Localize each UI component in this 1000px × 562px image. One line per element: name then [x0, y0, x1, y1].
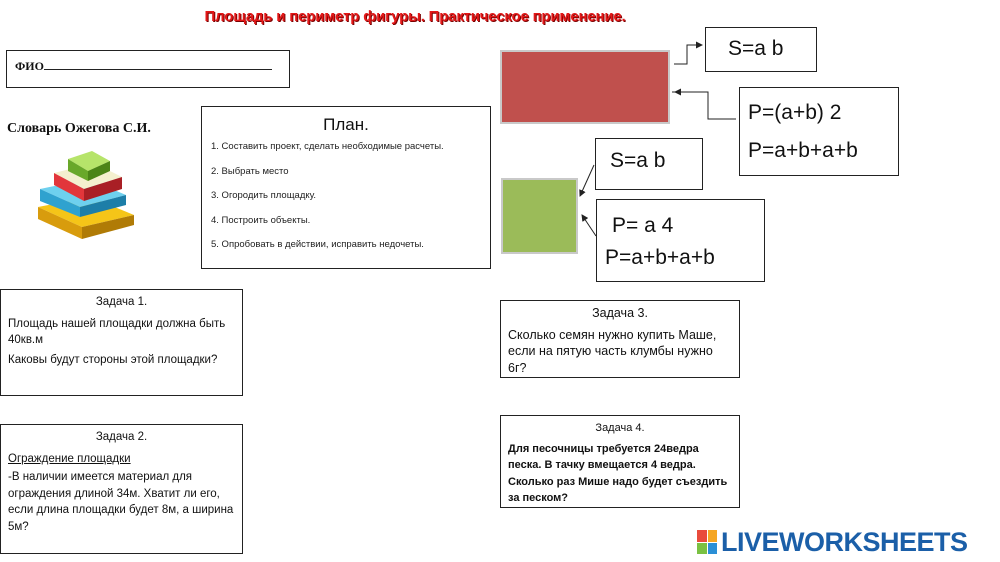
task-2-text: -В наличии имеется материал для ограждения длиной 34м. Хватит ли его, если длина площадки будет 8м, а ширина 5м? [8, 471, 234, 533]
task-1-title: Задача 1. [95, 296, 148, 308]
plan-item: 2. Выбрать место [211, 165, 289, 177]
task-3-title: Задача 3. [592, 306, 648, 320]
square-perimeter-formula [596, 199, 765, 282]
task-2-box [0, 424, 243, 554]
task-1-line: Площадь нашей площадки должна быть 40кв.м [8, 317, 226, 346]
rect-perimeter-line-2: P=a+b+a+b [748, 139, 858, 162]
square-perimeter-line-1: P= a 4 [612, 214, 674, 237]
square-perimeter-line-2: P=a+b+a+b [605, 246, 715, 269]
fio-label: ФИО [15, 59, 44, 73]
arrow-square-area [580, 165, 594, 196]
plan-title: План. [323, 115, 369, 134]
arrow-square-perimeter [582, 215, 596, 236]
rect-perimeter-formula [739, 87, 899, 176]
arrow-rect-perimeter [672, 92, 736, 119]
task-2-subtitle: Ограждение площадки [8, 452, 131, 465]
task-3-text: Сколько семян нужно купить Маше, если на пятую часть клумбы нужно 6г? [508, 327, 717, 375]
logo-badge-icon [697, 530, 717, 554]
rect-area-formula: S=a b [705, 27, 817, 72]
page-title: Площадь и периметр фигуры. Практическое применение. [204, 8, 626, 25]
arrow-rect-area [674, 45, 702, 64]
square-area-formula: S=a b [595, 138, 703, 190]
task-2-title: Задача 2. [95, 431, 148, 443]
task-1-line: Каковы будут стороны этой площадки? [8, 353, 218, 366]
plan-item: 5. Опробовать в действии, исправить недочеты. [211, 239, 424, 250]
liveworksheets-logo [697, 528, 968, 556]
plan-item: 1. Составить проект, сделать необходимые расчеты. [211, 141, 444, 152]
logo-text: LIVEWORKSHEETS [721, 526, 968, 557]
rect-perimeter-line-1: P=(a+b) 2 [748, 101, 842, 124]
task-4-box [500, 415, 740, 508]
task-4-title: Задача 4. [595, 422, 645, 434]
task-1-box [0, 289, 243, 396]
plan-item: 3. Огородить площадку. [211, 190, 317, 201]
task-4-text: Для песочницы требуется 24ведра песка. В тачку вмещается 4 ведра. Сколько раз Мише надо будет съездить за песком? [508, 442, 728, 504]
plan-item: 4. Построить объекты. [211, 214, 311, 226]
dictionary-label: Словарь Ожегова С.И. [7, 121, 151, 136]
task-3-box [500, 300, 740, 378]
